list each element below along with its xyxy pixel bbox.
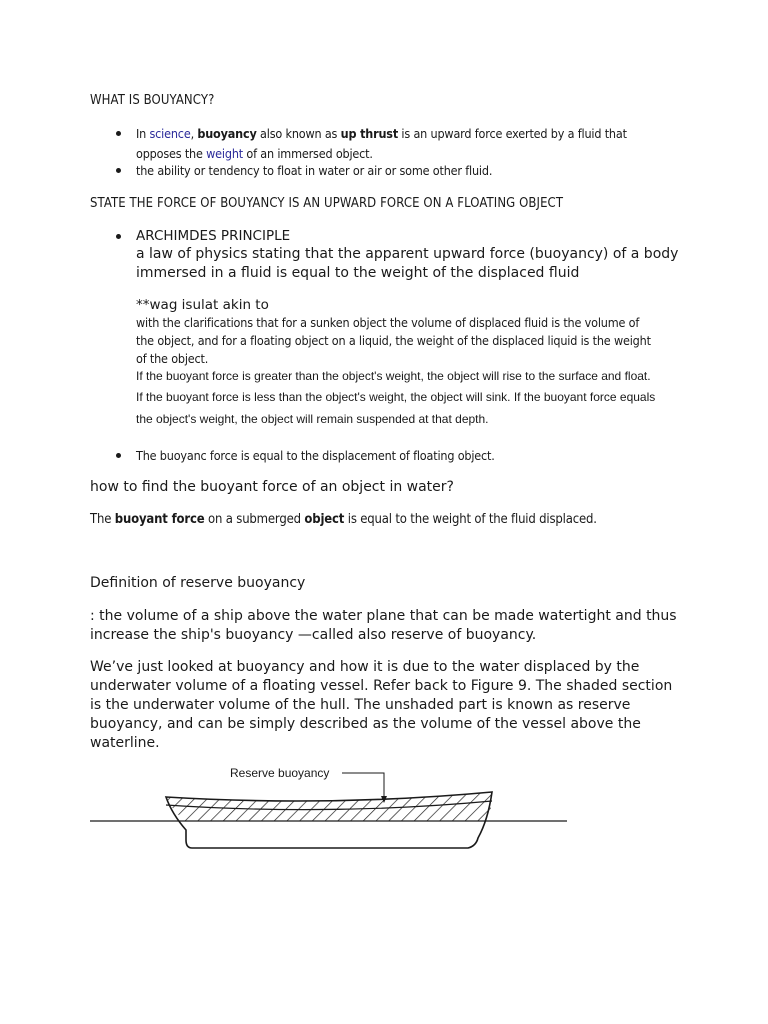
text-span: , <box>190 126 198 141</box>
rule-line-2: If the buoyant force is less than the object's weight, the object will sink. If the buoyant force equals <box>136 390 656 404</box>
bold-up-thrust: up thrust <box>340 126 399 141</box>
archimedes-line-1: a law of physics stating that the apparent upward force (buoyancy) of a body <box>136 246 679 262</box>
archimedes-title: ARCHIMDES PRINCIPLE <box>136 228 291 244</box>
paragraph-line-1: We’ve just looked at buoyancy and how it is due to the water displaced by the <box>90 659 640 675</box>
paragraph-line-3: is the underwater volume of the hull. The unshaded part is known as reserve <box>90 697 631 713</box>
clarification-line-2: the object, and for a floating object on a liquid, the weight of the displaced liquid is the weight <box>136 333 651 348</box>
text-span: is an upward force exerted by a fluid that <box>398 126 627 141</box>
definition-line-1: : the volume of a ship above the water plane that can be made watertight and thus <box>90 608 677 624</box>
bold-buoyancy: buoyancy <box>197 126 257 141</box>
text-span: of an immersed object. <box>243 146 373 161</box>
heading-state-force: STATE THE FORCE OF BOUYANCY IS AN UPWARD FORCE ON A FLOATING OBJECT <box>90 196 564 211</box>
bullet-2: the ability or tendency to float in water or air or some other fluid. <box>136 163 493 178</box>
paragraph-line-4: buoyancy, and can be simply described as the volume of the vessel above the <box>90 716 641 732</box>
bullet-dot <box>116 168 121 173</box>
text-span: opposes the <box>136 146 207 161</box>
paragraph-line-2: underwater volume of a floating vessel. Refer back to Figure 9. The shaded section <box>90 678 673 694</box>
note-text: **wag isulat akin to <box>136 297 269 313</box>
text-span: In <box>136 126 150 141</box>
text-span: also known as <box>256 126 341 141</box>
definition-line-2: increase the ship's buoyancy —called also reserve of buoyancy. <box>90 627 537 643</box>
answer-line <box>90 512 597 527</box>
diagram-label: Reserve buoyancy <box>230 766 330 780</box>
bullet-dot <box>116 131 121 136</box>
reserve-buoyancy-diagram <box>80 760 580 860</box>
bullet-1-line-1 <box>136 126 627 141</box>
definition-heading: Definition of reserve buoyancy <box>90 575 306 591</box>
bold-buoyant-force: buoyant force <box>114 512 205 527</box>
leader-line <box>342 773 384 800</box>
bullet-3: The buoyanc force is equal to the displacement of floating object. <box>136 448 495 463</box>
clarification-line-1: with the clarifications that for a sunken object the volume of displaced fluid is the volume of <box>136 315 640 330</box>
paragraph-line-5: waterline. <box>90 735 160 751</box>
bullet-dot <box>116 234 121 239</box>
bold-object: object <box>304 512 345 527</box>
text-span: The <box>90 512 115 527</box>
archimedes-line-2: immersed in a fluid is equal to the weight of the displaced fluid <box>136 265 580 281</box>
rule-line-3: the object's weight, the object will remain suspended at that depth. <box>136 412 489 426</box>
link-weight[interactable]: weight <box>206 146 244 161</box>
text-span: on a submerged <box>204 512 305 527</box>
question-heading: how to find the buoyant force of an object in water? <box>90 479 454 495</box>
text-span: is equal to the weight of the fluid displaced. <box>344 512 597 527</box>
link-science[interactable]: science <box>149 126 191 141</box>
bullet-1-line-2 <box>136 146 373 161</box>
clarification-line-3: of the object. <box>136 351 209 366</box>
rule-line-1: If the buoyant force is greater than the object's weight, the object will rise to the surface and float. <box>136 369 651 383</box>
heading-what-is-buoyancy: WHAT IS BOUYANCY? <box>90 93 215 108</box>
bullet-dot <box>116 453 121 458</box>
